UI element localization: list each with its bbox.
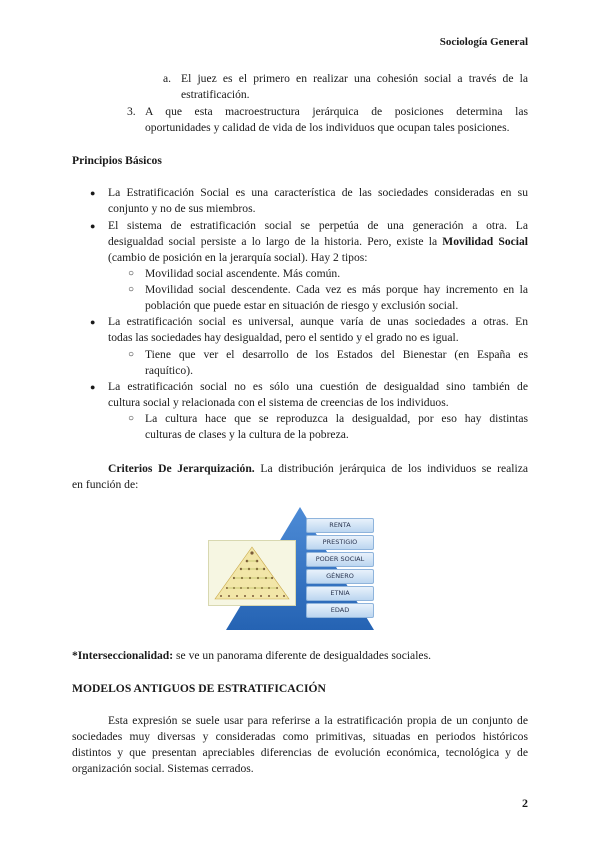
models-paragraph-line: distintos y que presentan apreciables diferencias de evolución económica, tecnológica y de xyxy=(72,746,528,759)
item-3-marker: 3. xyxy=(127,105,136,118)
sub-item-line: población que puede estar en situación de riesgo y exclusión social. xyxy=(145,299,459,312)
intersectionality-term: *Interseccionalidad: xyxy=(72,649,174,662)
pyramid-label-edad: EDAD xyxy=(306,603,374,618)
pyramid-label-prestigio: PRESTIGIO xyxy=(306,535,374,550)
item-a-line: El juez es el primero en realizar una cohesión social a través de la xyxy=(181,72,528,85)
item-3-line: A que esta macroestructura jerárquica de posiciones determina las xyxy=(145,105,528,118)
sub-item-line: La cultura hace que se reproduzca la desigualdad, por eso hay distintas xyxy=(145,412,528,425)
principle-line: La estratificación social es universal, aunque varía de unas sociedades a otras. En xyxy=(108,315,528,328)
models-heading: MODELOS ANTIGUOS DE ESTRATIFICACIÓN xyxy=(72,682,326,695)
pyramid-label-genero: GÉNERO xyxy=(306,569,374,584)
item-a-line: estratificación. xyxy=(181,88,250,101)
principle-line: cultura social y relacionada con el sistema de creencias de los individuos. xyxy=(108,396,449,409)
sub-item-line: Tiene que ver el desarrollo de los Estados del Bienestar (en España es xyxy=(145,348,528,361)
models-paragraph-line: Esta expresión se suele usar para referirse a la estratificación propia de un conjunto de xyxy=(108,714,528,727)
principle-line: La estratificación social no es sólo una cuestión de desigualdad sino también de xyxy=(108,380,528,393)
principle-line: (cambio de posición en la jerarquía social). Hay 2 tipos: xyxy=(108,251,368,264)
sub-item-line: Movilidad social descendente. Cada vez es más porque hay incremento en la xyxy=(145,283,528,296)
principle-line: La Estratificación Social es una característica de las sociedades consideradas en su xyxy=(108,186,528,199)
models-paragraph-line: sociedades muy diversas y consideradas como primitivas, situadas en periodos históricos xyxy=(72,730,528,743)
principle-text: desigualdad social persiste a lo largo de la historia. Pero, existe la xyxy=(108,235,443,248)
circle-bullet-icon: ○ xyxy=(128,284,135,295)
sub-item-line: raquítico). xyxy=(145,364,193,377)
bullet-icon: ● xyxy=(90,221,96,231)
principle-line: todas las sociedades hay desigualdad, pero el sentido y el grado no es igual. xyxy=(108,331,459,344)
principle-line: El sistema de estratificación social se perpetúa de una generación a otra. La xyxy=(108,219,528,232)
bullet-icon: ● xyxy=(90,382,96,392)
movilidad-social-term: Movilidad Social xyxy=(442,235,528,248)
society-hierarchy-illustration xyxy=(208,540,296,606)
circle-bullet-icon: ○ xyxy=(128,268,135,279)
pyramid-label-renta: RENTA xyxy=(306,518,374,533)
principle-line xyxy=(108,234,528,250)
item-3-line: oportunidades y calidad de vida de los individuos que ocupan tales posiciones. xyxy=(145,121,510,134)
models-paragraph-line: organización social. Sistemas cerrados. xyxy=(72,762,254,775)
pyramid-label-poder-social: PODER SOCIAL xyxy=(306,552,374,567)
principle-line: conjunto y no de sus miembros. xyxy=(108,202,256,215)
circle-bullet-icon: ○ xyxy=(128,413,135,424)
running-header: Sociología General xyxy=(439,36,528,48)
criteria-term: Criterios De Jerarquización. xyxy=(108,462,255,475)
sub-item-line: Movilidad social ascendente. Más común. xyxy=(145,267,341,280)
pyramid-label-etnia: ETNIA xyxy=(306,586,374,601)
sub-item-line: culturas de clases y la cultura de la pobreza. xyxy=(145,428,349,441)
principles-heading: Principios Básicos xyxy=(72,154,162,167)
intersectionality-text: se ve un panorama diferente de desigualdades sociales. xyxy=(173,649,431,662)
criteria-line: en función de: xyxy=(72,478,139,491)
intersectionality-note xyxy=(72,648,431,664)
page-number: 2 xyxy=(522,796,528,810)
bullet-icon: ● xyxy=(90,188,96,198)
criteria-text: La distribución jerárquica de los individuos se realiza xyxy=(254,462,528,475)
item-a-marker: a. xyxy=(163,72,172,85)
bullet-icon: ● xyxy=(90,317,96,327)
criteria-line xyxy=(72,461,528,477)
circle-bullet-icon: ○ xyxy=(128,349,135,360)
